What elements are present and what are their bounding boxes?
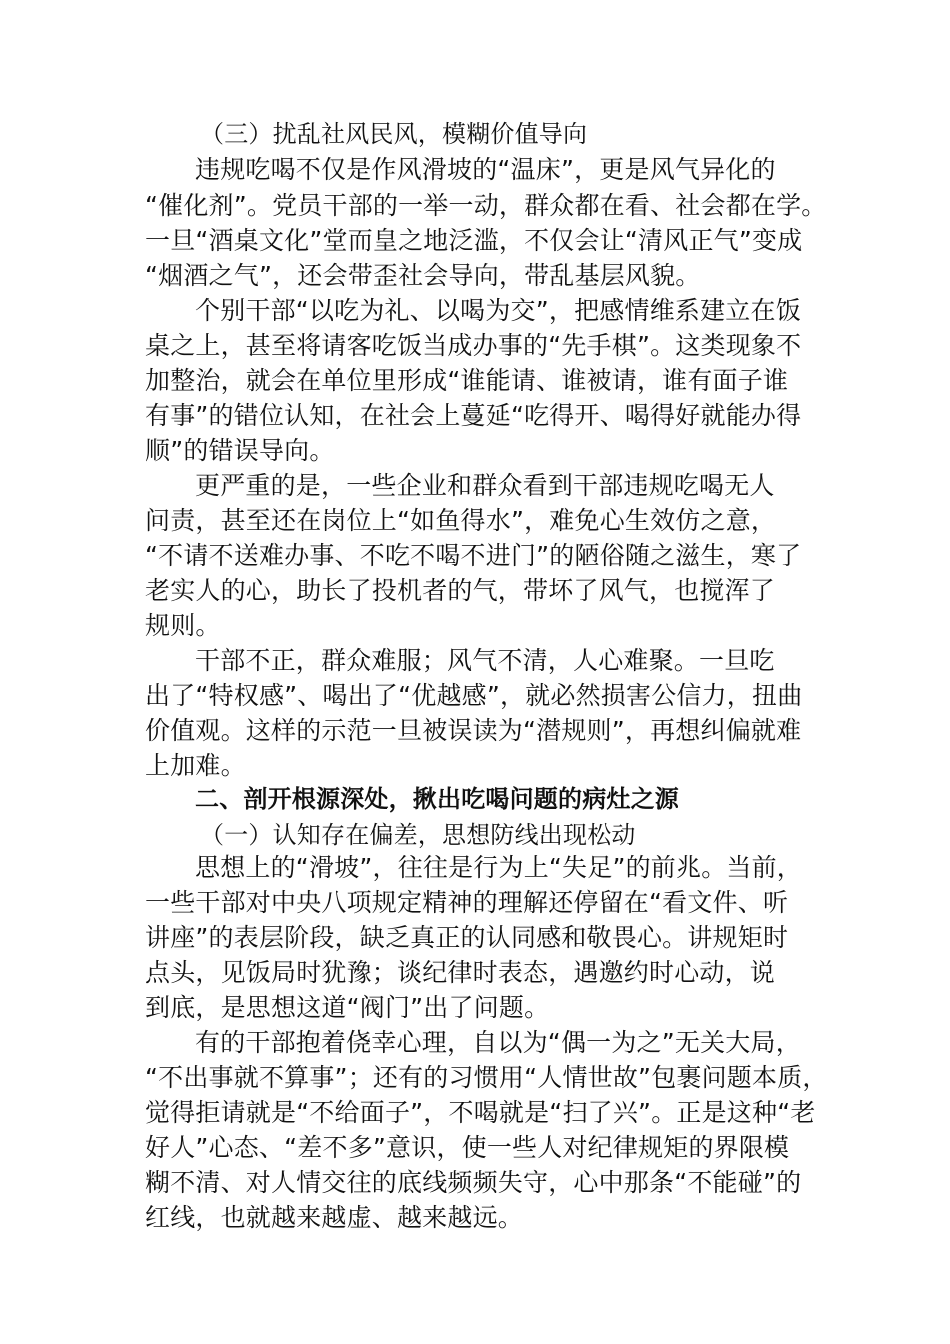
section-heading-3: （一）认知存在偏差，思想防线出现松动 bbox=[200, 821, 636, 849]
paragraph-5-line: 点头，见饭局时犹豫；谈纪律时表态，遇邀约时心动，说 bbox=[145, 958, 776, 987]
paragraph-3-line: 问责，甚至还在岗位上“如鱼得水”，难免心生效仿之意， bbox=[145, 506, 777, 535]
paragraph-1-line: “烟酒之气”，还会带歪社会导向，带乱基层风貌。 bbox=[145, 261, 701, 290]
paragraph-6-line: 糊不清、对人情交往的底线频频失守，心中那条“不能碰”的 bbox=[145, 1168, 802, 1197]
paragraph-4-line: 价值观。这样的示范一旦被误读为“潜规则”，再想纠偏就难 bbox=[145, 716, 802, 745]
paragraph-6-line: “不出事就不算事”；还有的习惯用“人情世故”包裹问题本质， bbox=[145, 1063, 828, 1092]
paragraph-2-line: 有事”的错位认知，在社会上蔓延“吃得开、喝得好就能办得 bbox=[145, 401, 802, 430]
paragraph-2-line: 个别干部“以吃为礼、以喝为交”，把感情维系建立在饭 bbox=[195, 296, 801, 325]
section-heading-2: 二、剖开根源深处，揪出吃喝问题的病灶之源 bbox=[195, 785, 679, 813]
paragraph-5-line: 讲座”的表层阶段，缺乏真正的认同感和敬畏心。讲规矩时 bbox=[145, 923, 789, 952]
paragraph-6-line: 觉得拒请就是“不给面子”，不喝就是“扫了兴”。正是这种“老 bbox=[145, 1098, 816, 1127]
paragraph-4-line: 干部不正，群众难服；风气不清，人心难聚。一旦吃 bbox=[195, 646, 775, 675]
paragraph-2-line: 桌之上，甚至将请客吃饭当成办事的“先手棋”。这类现象不 bbox=[145, 331, 802, 360]
paragraph-2-line: 顺”的错误导向。 bbox=[145, 436, 335, 465]
paragraph-5-line: 到底，是思想这道“阀门”出了问题。 bbox=[145, 993, 550, 1022]
paragraph-5-line: 一些干部对中央八项规定精神的理解还停留在“看文件、听 bbox=[145, 888, 789, 917]
paragraph-2-line: 加整治，就会在单位里形成“谁能请、谁被请，谁有面子谁 bbox=[145, 366, 789, 395]
paragraph-3-line: 规则。 bbox=[145, 611, 221, 640]
paragraph-6-line: 好人”心态、“差不多”意识，使一些人对纪律规矩的界限模 bbox=[145, 1133, 790, 1162]
paragraph-3-line: 老实人的心，助长了投机者的气，带坏了风气，也搅浑了 bbox=[145, 576, 776, 605]
paragraph-1-line: 违规吃喝不仅是作风滑坡的“温床”，更是风气异化的 bbox=[195, 155, 776, 184]
paragraph-5-line: 思想上的“滑坡”，往往是行为上“失足”的前兆。当前， bbox=[195, 853, 803, 882]
paragraph-4-line: 出了“特权感”、喝出了“优越感”，就必然损害公信力，扭曲 bbox=[145, 681, 803, 710]
paragraph-6-line: 红线，也就越来越虚、越来越远。 bbox=[145, 1203, 524, 1232]
paragraph-3-line: 更严重的是，一些企业和群众看到干部违规吃喝无人 bbox=[195, 471, 775, 500]
paragraph-3-line: “不请不送难办事、不吃不喝不进门”的陋俗随之滋生，寒了 bbox=[145, 541, 802, 570]
paragraph-6-line: 有的干部抱着侥幸心理，自以为“偶一为之”无关大局， bbox=[195, 1028, 801, 1057]
section-heading-3: （三）扰乱社风民风，模糊价值导向 bbox=[200, 120, 588, 148]
paragraph-1-line: 一旦“酒桌文化”堂而皇之地泛滥，不仅会让“清风正气”变成 bbox=[145, 226, 803, 255]
paragraph-4-line: 上加难。 bbox=[145, 751, 246, 780]
paragraph-1-line: “催化剂”。党员干部的一举一动，群众都在看、社会都在学。 bbox=[145, 191, 827, 220]
